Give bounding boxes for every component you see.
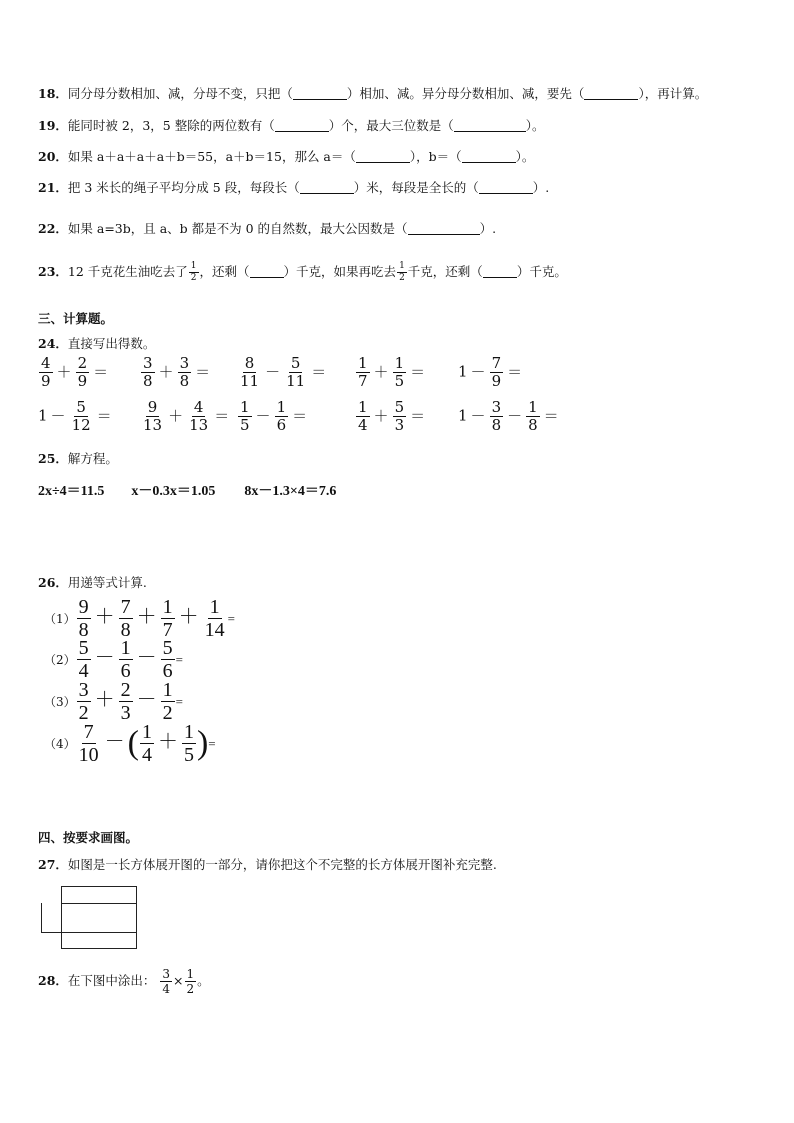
operator: ＋ (373, 362, 389, 381)
equations (38, 480, 336, 500)
fraction: $\frac{5}{6}$ (162, 637, 173, 682)
fraction: $\frac{5}{3}$ (394, 398, 405, 434)
operator: ＋ (56, 362, 72, 381)
answer-blank[interactable] (454, 119, 526, 132)
equals-sign: ＝ (543, 406, 559, 425)
fraction: $\frac{7}{10}$ (78, 721, 99, 766)
fraction: $\frac{1}{7}$ (358, 354, 368, 390)
equation-2: x－0.3x＝1.05 (131, 484, 216, 499)
fraction: $\frac{1}{5}$ (240, 398, 250, 434)
operator: ＋ (373, 406, 389, 425)
question-18: 18．同分母分数相加、减，分母不变，只把（ ）相加、减。异分母分数相加、减，要先（ ），再计算。 (38, 86, 708, 101)
item-label: （1） (44, 612, 76, 627)
section-heading-4: 四、按要求画图。 (38, 830, 139, 845)
answer-blank[interactable] (356, 150, 410, 163)
whole-number: 1 (458, 362, 468, 381)
equals-sign: ＝ (410, 406, 426, 425)
equation-3: 8x－1.3×4＝7.6 (244, 484, 337, 499)
answer-blank[interactable] (275, 119, 329, 132)
answer-blank[interactable] (408, 222, 480, 235)
operator: ＋ (168, 406, 184, 425)
operator: － (94, 647, 115, 670)
fraction: $\frac{3}{8}$ (179, 354, 190, 390)
fraction: $\frac{1}{6}$ (120, 637, 131, 682)
equation-1: 2x÷4＝11.5 (38, 484, 105, 499)
net-face-bottom (61, 932, 137, 949)
fraction: $\frac{5}{11}$ (286, 354, 306, 390)
mental-math-item (458, 356, 525, 389)
operator: － (136, 689, 157, 712)
fraction: $\frac{5}{4}$ (78, 637, 89, 682)
fraction: $\frac{3}{2}$ (78, 679, 89, 724)
equals-sign: ＝ (96, 406, 112, 425)
fraction: $\frac{1}{5}$ (183, 721, 194, 766)
step-calc-item (44, 597, 235, 640)
fraction: $\frac{3}{4}$ (162, 967, 171, 996)
equals-sign: = (175, 694, 183, 710)
question-22: 22．如果 a=3b，且 a、b 都是不为 0 的自然数，最大公因数是（ ）. (38, 221, 497, 236)
answer-blank[interactable] (483, 265, 517, 278)
fraction: $\frac{8}{11}$ (240, 354, 260, 390)
answer-blank[interactable] (584, 87, 638, 100)
step-calc-item (44, 638, 183, 681)
question-21: 21．把 3 米长的绳子平均分成 5 段，每段长（ ）米，每段是全长的（ ）. (38, 180, 550, 195)
mental-math-item (38, 400, 115, 433)
operator: － (50, 406, 66, 425)
fraction: $\frac{9}{13}$ (143, 398, 163, 434)
question-28: 28．在下图中涂出： $\frac{3}{4}$ × $\frac{1}{2}$ 。 (38, 967, 210, 996)
answer-blank[interactable] (250, 265, 284, 278)
section-heading-3: 三、计算题。 (38, 311, 114, 326)
fraction: $\frac{1}{7}$ (162, 596, 173, 641)
mental-math-item (458, 400, 562, 433)
question-26: 26．用递等式计算. (38, 575, 147, 590)
equals-sign: ＝ (93, 362, 109, 381)
operator: ＋ (94, 606, 115, 629)
fraction: $\frac{2}{3}$ (120, 679, 131, 724)
fraction: $\frac{2}{9}$ (77, 354, 88, 390)
mental-math-item (355, 356, 428, 389)
equals-sign: = (175, 652, 183, 668)
operator: － (104, 731, 125, 754)
whole-number: 1 (458, 406, 468, 425)
question-20: 20．如果 a＋a＋a＋a＋b＝55，a＋b＝15，那么 a＝（ ），b＝（ ）。 (38, 149, 535, 164)
fraction: $\frac{5}{12}$ (71, 398, 91, 434)
item-label: （4） (44, 737, 76, 752)
fraction: $\frac{7}{8}$ (120, 596, 131, 641)
equals-sign: = (208, 736, 216, 752)
question-27: 27．如图是一长方体展开图的一部分，请你把这个不完整的长方体展开图补充完整. (38, 857, 497, 872)
question-23: 23．12 千克花生油吃去了 $\frac{1}{2}$ ，还剩（ ）千克，如果再吃去 $\frac{1}{2}$ 千克，还剩（ ）千克。 (38, 261, 567, 283)
equals-sign: ＝ (311, 362, 327, 381)
operator: ＋ (94, 689, 115, 712)
equals-sign: ＝ (410, 362, 426, 381)
net-face-top (61, 886, 137, 904)
mental-math-item (140, 356, 213, 389)
item-label: （2） (44, 653, 76, 668)
operator: － (470, 362, 486, 381)
operator: － (470, 406, 486, 425)
operator: ＋ (136, 606, 157, 629)
equals-sign: ＝ (214, 406, 230, 425)
net-divider (61, 903, 62, 933)
mental-math-item (237, 356, 329, 389)
equals-sign: ＝ (195, 362, 211, 381)
step-calc-item (44, 722, 216, 765)
mental-math-item (355, 400, 428, 433)
operator: ＋ (158, 362, 174, 381)
fraction: $\frac{3}{8}$ (491, 398, 502, 434)
operator: ＋ (178, 606, 199, 629)
question-25: 25．解方程。 (38, 451, 118, 466)
question-19: 19．能同时被 2，3，5 整除的两位数有（ ）个，最大三位数是（ ）。 (38, 118, 545, 133)
fraction: $\frac{1}{5}$ (394, 354, 405, 390)
fraction: $\frac{1}{4}$ (141, 721, 152, 766)
fraction: $\frac{4}{13}$ (189, 398, 209, 434)
equals-sign: = (227, 611, 235, 627)
answer-blank[interactable] (479, 181, 533, 194)
operator: － (136, 647, 157, 670)
fraction: $\frac{7}{9}$ (491, 354, 502, 390)
operator: － (265, 362, 281, 381)
question-24: 24．直接写出得数。 (38, 336, 156, 351)
paren-open: ( (127, 724, 139, 762)
answer-blank[interactable] (293, 87, 347, 100)
paren-close: ) (196, 724, 209, 762)
fraction: $\frac{1}{4}$ (358, 398, 368, 434)
fraction: $\frac{4}{9}$ (41, 354, 51, 390)
item-label: （3） (44, 695, 76, 710)
fraction: $\frac{1}{2}$ (162, 679, 173, 724)
mental-math-item (140, 400, 232, 433)
fraction: $\frac{1}{2}$ (399, 261, 405, 283)
mental-math-item (38, 356, 111, 389)
fraction: $\frac{9}{8}$ (78, 596, 89, 641)
fraction: $\frac{1}{2}$ (186, 967, 195, 996)
fraction: $\frac{3}{8}$ (143, 354, 153, 390)
operator: － (255, 406, 271, 425)
step-calc-item (44, 680, 183, 723)
net-face-middle (41, 903, 137, 933)
equals-sign: ＝ (292, 406, 308, 425)
fraction: $\frac{1}{14}$ (204, 596, 225, 641)
operator: － (507, 406, 523, 425)
fraction: $\frac{1}{8}$ (528, 398, 538, 434)
equals-sign: ＝ (507, 362, 523, 381)
fraction: $\frac{1}{2}$ (190, 261, 197, 283)
answer-blank[interactable] (300, 181, 354, 194)
fraction: $\frac{1}{6}$ (276, 398, 287, 434)
answer-blank[interactable] (462, 150, 516, 163)
whole-number: 1 (38, 406, 48, 425)
operator: ＋ (157, 731, 178, 754)
mental-math-item (237, 400, 310, 433)
